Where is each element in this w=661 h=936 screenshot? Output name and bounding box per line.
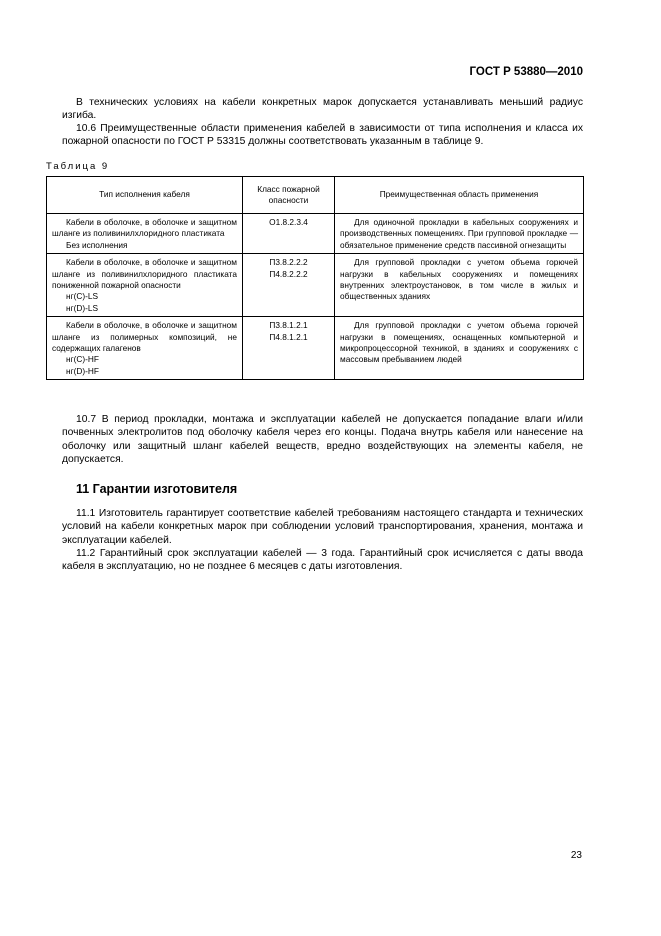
table-header-row <box>47 177 584 214</box>
cable-type-description: Кабели в оболочке, в оболочке и защитном шланге из поливинилхлоридного пластиката пониженной пожарной опасности <box>52 257 237 291</box>
document-header: ГОСТ Р 53880—2010 <box>469 66 583 78</box>
clause-11-1: 11.1 Изготовитель гарантирует соответствие кабелей требованиям настоящего стандарта и технических условий на кабели конкретных марок при соблюдении условий транспортирования, хранения, монтажа и эксплуатации кабелей. <box>62 508 583 546</box>
cell-application: Для одиночной прокладки в кабельных сооружениях и производственных помещениях. При групповой прокладке — обязательное применение средств пассивной огнезащиты <box>335 214 584 254</box>
cell-cable-type <box>47 254 243 317</box>
cable-type-mark: нг(D)-LS <box>66 302 99 313</box>
cable-type-mark: Без исполнения <box>66 239 128 250</box>
table-row <box>47 214 584 254</box>
fire-class-code: П3.8.1.2.1 <box>269 320 308 331</box>
fire-hazard-table <box>46 176 584 380</box>
fire-class-code: П4.8.2.2.2 <box>269 268 308 279</box>
cable-type-mark: нг(D)-HF <box>66 365 99 376</box>
page-number: 23 <box>570 850 582 861</box>
intro-paragraph: В технических условиях на кабели конкретных марок допускается устанавливать меньший радиус изгиба. <box>62 97 583 122</box>
clause-10-6: 10.6 Преимущественные области применения кабелей в зависимости от типа исполнения и класса их пожарной опасности по ГОСТ Р 53315 должны соответствовать указанным в таблице 9. <box>62 123 583 148</box>
table-caption: Таблица 9 <box>46 161 110 172</box>
fire-class-code: П3.8.2.2.2 <box>269 257 308 268</box>
clause-11-2: 11.2 Гарантийный срок эксплуатации кабелей — 3 года. Гарантийный срок исчисляется с даты ввода кабеля в эксплуатацию, но не позднее 6 месяцев с даты изготовления. <box>62 548 583 573</box>
cell-fire-class <box>243 254 335 317</box>
section-title: 11 Гарантии изготовителя <box>76 482 238 496</box>
cell-application: Для групповой прокладки с учетом объема горючей нагрузки в помещениях, оснащенных компьютерной и микропроцессорной техникой, в зданиях и сооружениях с массовым пребыванием людей <box>335 317 584 380</box>
header-cable-type: Тип исполнения кабеля <box>47 177 243 214</box>
cable-type-mark: нг(С)-LS <box>66 291 99 302</box>
header-application: Преимущественная область применения <box>335 177 584 214</box>
cable-type-description: Кабели в оболочке, в оболочке и защитном шланге из поливинилхлоридного пластиката <box>52 217 237 239</box>
cell-application: Для групповой прокладки с учетом объема горючей нагрузки в кабельных сооружениях и помещениях внутренних электроустановок, в том числе в жилых и общественных зданиях <box>335 254 584 317</box>
cell-fire-class <box>243 214 335 254</box>
cable-type-description: Кабели в оболочке, в оболочке и защитном шланге из полимерных композиций, не содержащих галагенов <box>52 320 237 354</box>
header-fire-class: Класс пожарной опасности <box>243 177 335 214</box>
cell-fire-class <box>243 317 335 380</box>
fire-class-code: П4.8.1.2.1 <box>269 331 308 342</box>
cable-type-mark: нг(С)-HF <box>66 354 99 365</box>
cell-cable-type <box>47 317 243 380</box>
cell-cable-type <box>47 214 243 254</box>
table-row <box>47 254 584 317</box>
fire-class-code: О1.8.2.3.4 <box>269 217 308 227</box>
clause-10-7: 10.7 В период прокладки, монтажа и эксплуатации кабелей не допускается попадание влаги и/или почвенных электролитов под оболочку кабеля через его концы. Подача внутрь кабеля или нанесение на оболочку или защитный шланг кабелей веществ, вредно воздействующих на элементы кабеля, не допускается. <box>62 414 583 465</box>
table-row <box>47 317 584 380</box>
